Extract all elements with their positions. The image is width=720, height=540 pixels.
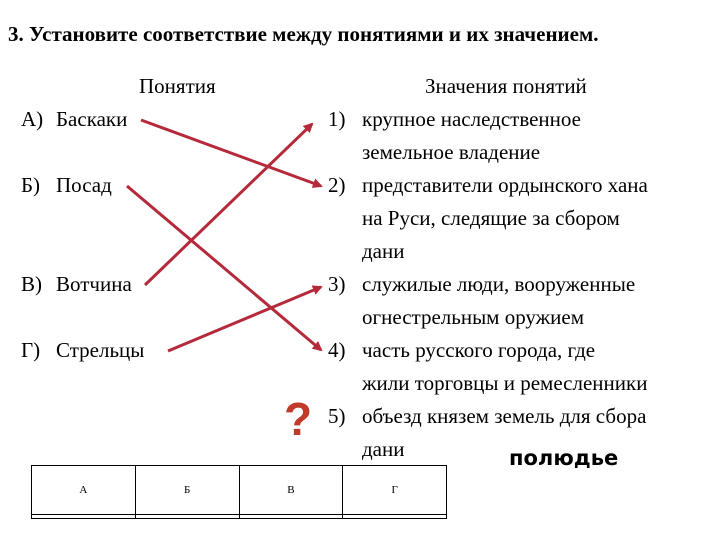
answer-header-v: В xyxy=(239,466,343,515)
task-title: 3. Установите соответствие между понятиями и их значением. xyxy=(8,22,599,46)
answer-table-header-row xyxy=(32,466,447,515)
concept-a-letter: А) xyxy=(21,107,44,131)
concept-g-text: Стрельцы xyxy=(56,338,145,362)
polyudye-note: полюдье xyxy=(509,446,619,470)
meaning-5-line-1: объезд князем земель для сбора xyxy=(362,404,647,428)
arrow-g-to-3 xyxy=(168,287,321,351)
question-mark: ? xyxy=(284,393,313,445)
meaning-4-line-1: часть русского города, где xyxy=(362,338,596,362)
meaning-4-line-2: жили торговцы и ремесленники xyxy=(362,371,648,395)
concepts-header: Понятия xyxy=(139,74,216,98)
concept-b-letter: Б) xyxy=(21,173,41,197)
arrow-v-to-1 xyxy=(145,124,312,285)
meaning-1-number: 1) xyxy=(328,107,346,131)
answer-table-value-row xyxy=(32,515,447,519)
meaning-5-number: 5) xyxy=(328,404,346,428)
meaning-3-line-2: огнестрельным оружием xyxy=(362,305,585,329)
concept-v-text: Вотчина xyxy=(56,272,132,296)
concept-v-letter: В) xyxy=(21,272,42,296)
answer-header-b: Б xyxy=(135,466,239,515)
meaning-2-line-3: дани xyxy=(362,239,405,263)
meaning-1-line-1: крупное наследственное xyxy=(362,107,581,131)
meaning-4-number: 4) xyxy=(328,338,346,362)
concept-b-text: Посад xyxy=(56,173,112,197)
answer-cell-v[interactable] xyxy=(239,515,343,519)
answer-cell-g[interactable] xyxy=(343,515,447,519)
answer-cell-b[interactable] xyxy=(135,515,239,519)
meaning-2-line-2: на Руси, следящие за сбором xyxy=(362,206,620,230)
concept-a-text: Баскаки xyxy=(56,107,128,131)
arrow-a-to-2 xyxy=(141,120,321,186)
meaning-5-line-2: дани xyxy=(362,437,405,461)
answer-table xyxy=(31,465,447,519)
meaning-3-number: 3) xyxy=(328,272,346,296)
answer-header-a: А xyxy=(32,466,136,515)
concept-g-letter: Г) xyxy=(21,338,41,362)
meaning-2-number: 2) xyxy=(328,173,346,197)
meaning-2-line-1: представители ордынского хана xyxy=(362,173,648,197)
meanings-header: Значения понятий xyxy=(425,74,587,98)
answer-cell-a[interactable] xyxy=(32,515,136,519)
meaning-3-line-1: служилые люди, вооруженные xyxy=(362,272,636,296)
meaning-1-line-2: земельное владение xyxy=(362,140,541,164)
answer-header-g: Г xyxy=(343,466,447,515)
